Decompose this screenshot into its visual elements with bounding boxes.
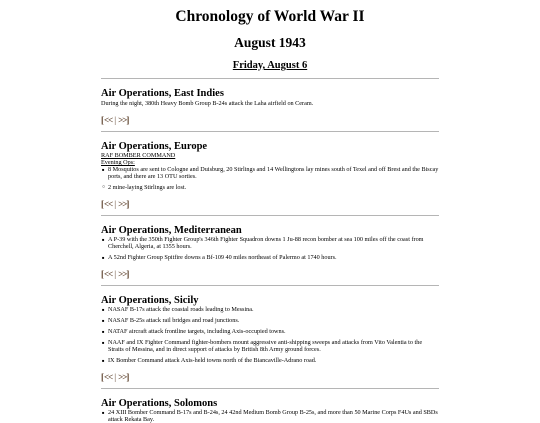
section-divider bbox=[101, 388, 439, 389]
list-item: ■ NATAF aircraft attack frontline targets, including Axis-occupied towns. bbox=[101, 328, 439, 335]
section-east-indies bbox=[101, 88, 439, 132]
list-item: ■ 8 Mosquitos are sent to Cologne and Duisburg, 20 Stirlings and 14 Wellingtons lay mines south of Texel and off Brest and the Biscay ports, and there are 13 OTU sorties. bbox=[101, 166, 439, 180]
section-europe bbox=[101, 141, 439, 216]
ops-list bbox=[101, 409, 439, 423]
ops-list bbox=[101, 166, 439, 191]
page bbox=[0, 8, 540, 423]
section-text: During the night, 380th Heavy Bomb Group B-24s attack the Laha airfield on Ceram. bbox=[101, 100, 314, 107]
section-divider bbox=[101, 285, 439, 286]
section-divider bbox=[101, 131, 439, 132]
section-heading: Air Operations, Europe bbox=[101, 141, 208, 152]
section-sicily bbox=[101, 295, 439, 389]
section-nav: [<< | >>] bbox=[101, 269, 130, 279]
prev-link[interactable]: << bbox=[104, 199, 113, 209]
list-item: ○ 2 mine-laying Stirlings are lost. bbox=[101, 184, 439, 191]
date-heading: Friday, August 6 bbox=[232, 60, 308, 71]
section-heading: Air Operations, East Indies bbox=[101, 88, 224, 99]
section-heading: Air Operations, Sicily bbox=[101, 295, 199, 306]
section-nav: [<< | >>] bbox=[101, 115, 130, 125]
prev-link[interactable]: << bbox=[104, 115, 113, 125]
next-link[interactable]: >> bbox=[118, 269, 127, 279]
next-link[interactable]: >> bbox=[118, 372, 127, 382]
page-subtitle: August 1943 bbox=[234, 35, 306, 50]
section-heading: Air Operations, Mediterranean bbox=[101, 225, 242, 236]
list-item: ■ IX Bomber Command attack Axis-held towns north of the Biancaville-Adrano road. bbox=[101, 357, 439, 364]
ops-list bbox=[101, 236, 439, 261]
list-item: ■ NASAF B-25s attack rail bridges and road junctions. bbox=[101, 317, 439, 324]
prev-link[interactable]: << bbox=[104, 269, 113, 279]
command-name: RAF BOMBER COMMAND bbox=[101, 152, 176, 159]
list-item: ■ NASAF B-17s attack the coastal roads leading to Messina. bbox=[101, 306, 439, 313]
list-item: ■ NAAF and IX Fighter Command fighter-bombers mount aggressive anti-shipping sweeps and attacks from Vito Valentia to the Straits of Messina, and in direct support of attacks by British 8th Army ground forces. bbox=[101, 339, 439, 353]
list-item: ■ 24 XIII Bomber Command B-17s and B-24s, 24 42nd Medium Bomb Group B-25s, and more than 50 Marine Corps F4Us and SBDs attack Rekata Bay. bbox=[101, 409, 439, 423]
page-title: Chronology of World War II bbox=[175, 8, 365, 25]
section-heading: Air Operations, Solomons bbox=[101, 398, 218, 409]
section-divider bbox=[101, 215, 439, 216]
section-nav: [<< | >>] bbox=[101, 372, 130, 382]
next-link[interactable]: >> bbox=[118, 115, 127, 125]
ops-list bbox=[101, 306, 439, 364]
list-item: ■ A P-39 with the 350th Fighter Group's 346th Fighter Squadron downs 1 Ju-88 recon bomber at sea 100 miles off the coast from Cherchell, Algeria, at 1355 hours. bbox=[101, 236, 439, 250]
list-item: ■ A 52nd Fighter Group Spitfire downs a Bf-109 40 miles northeast of Palermo at 1740 hours. bbox=[101, 254, 439, 261]
content-column bbox=[101, 8, 439, 423]
section-nav: [<< | >>] bbox=[101, 199, 130, 209]
section-solomons bbox=[101, 398, 439, 423]
header-divider bbox=[101, 78, 439, 79]
ops-subheading: Evening Ops: bbox=[101, 159, 135, 166]
prev-link[interactable]: << bbox=[104, 372, 113, 382]
section-mediterranean bbox=[101, 225, 439, 286]
next-link[interactable]: >> bbox=[118, 199, 127, 209]
